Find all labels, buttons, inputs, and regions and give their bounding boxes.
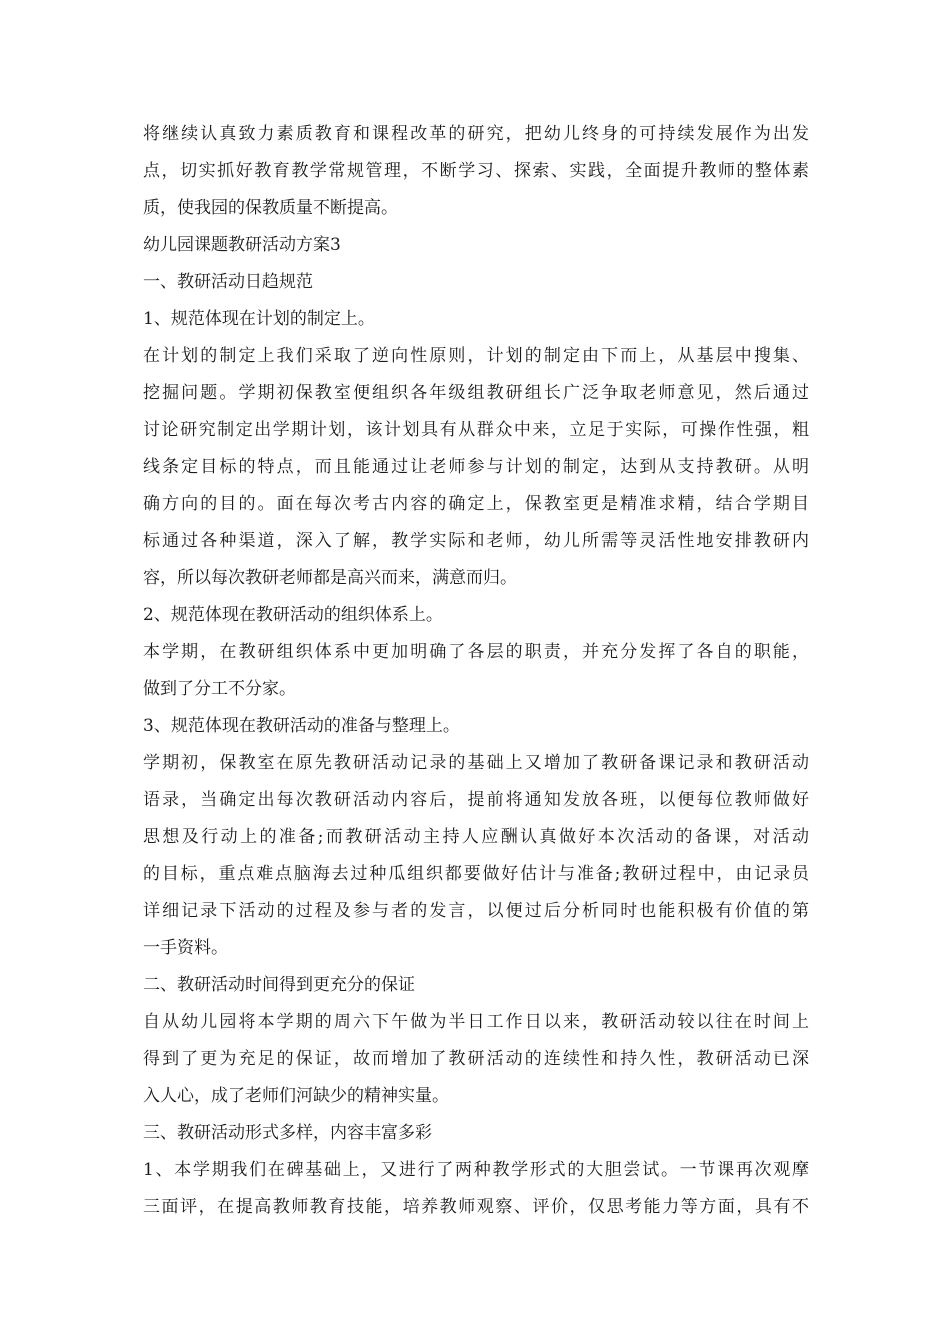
text-line: 线条定目标的特点，而且能通过让老师参与计划的制定，达到从支持教研。从明: [143, 457, 809, 477]
document-body: [143, 116, 809, 1226]
section-heading: 二、教研活动时间得到更充分的保证: [143, 975, 415, 995]
text-line: 质，使我园的保教质量不断提高。: [143, 198, 398, 218]
text-line: 的目标，重点难点脑海去过种瓜组织都要做好估计与准备;教研过程中，由记录员: [143, 864, 809, 884]
text-line: 自从幼儿园将本学期的周六下午做为半日工作日以来，教研活动较以往在时间上: [143, 1012, 809, 1032]
section-heading: 三、教研活动形式多样，内容丰富多彩: [143, 1123, 432, 1143]
subsection-heading: 3、规范体现在教研活动的准备与整理上。: [143, 716, 460, 736]
text-line: 确方向的目的。面在每次考古内容的确定上，保教室更是精准求精，结合学期目: [143, 494, 809, 514]
section-title: 幼儿园课题教研活动方案3: [143, 235, 341, 255]
text-line: 挖掘问题。学期初保教室便组织各年级组教研组长广泛争取老师意见，然后通过: [143, 383, 809, 403]
text-line: 本学期，在教研组织体系中更加明确了各层的职责，并充分发挥了各自的职能，: [143, 642, 809, 662]
text-line: 将继续认真致力素质教育和课程改革的研究，把幼儿终身的可持续发展作为出发: [143, 124, 809, 144]
text-line: 详细记录下活动的过程及参与者的发言，以便过后分析同时也能积极有价值的第: [143, 901, 809, 921]
text-line: 思想及行动上的准备;而教研活动主持人应酬认真做好本次活动的备课，对活动: [143, 827, 809, 847]
subsection-heading: 2、规范体现在教研活动的组织体系上。: [143, 605, 443, 625]
text-line: 1、本学期我们在碑基础上，又进行了两种教学形式的大胆尝试。一节课再次观摩: [143, 1160, 809, 1180]
subsection-heading: 1、规范体现在计划的制定上。: [143, 309, 375, 329]
text-line: 学期初，保教室在原先教研活动记录的基础上又增加了教研备课记录和教研活动: [143, 753, 809, 773]
text-line: 容，所以每次教研老师都是高兴而来，满意而归。: [143, 568, 517, 588]
text-line: 一手资料。: [143, 938, 228, 958]
text-line: 语录，当确定出每次教研活动内容后，提前将通知发放各班，以便每位教师做好: [143, 790, 809, 810]
text-line: 标通过各种渠道，深入了解，教学实际和老师，幼儿所需等灵活性地安排教研内: [143, 531, 809, 551]
section-heading: 一、教研活动日趋规范: [143, 272, 313, 292]
text-line: 讨论研究制定出学期计划，该计划具有从群众中来，立足于实际，可操作性强，粗: [143, 420, 809, 440]
text-line: 入人心，成了老师们河缺少的精神实量。: [143, 1086, 449, 1106]
text-line: 做到了分工不分家。: [143, 679, 296, 699]
text-line: 三面评，在提高教师教育技能，培养教师观察、评价，仅思考能力等方面，具有不: [143, 1197, 809, 1217]
text-line: 得到了更为充足的保证，故而增加了教研活动的连续性和持久性，教研活动已深: [143, 1049, 809, 1069]
text-line: 点，切实抓好教育教学常规管理，不断学习、探索、实践，全面提升教师的整体素: [143, 161, 809, 181]
text-line: 在计划的制定上我们采取了逆向性原则，计划的制定由下而上，从基层中搜集、: [143, 346, 809, 366]
